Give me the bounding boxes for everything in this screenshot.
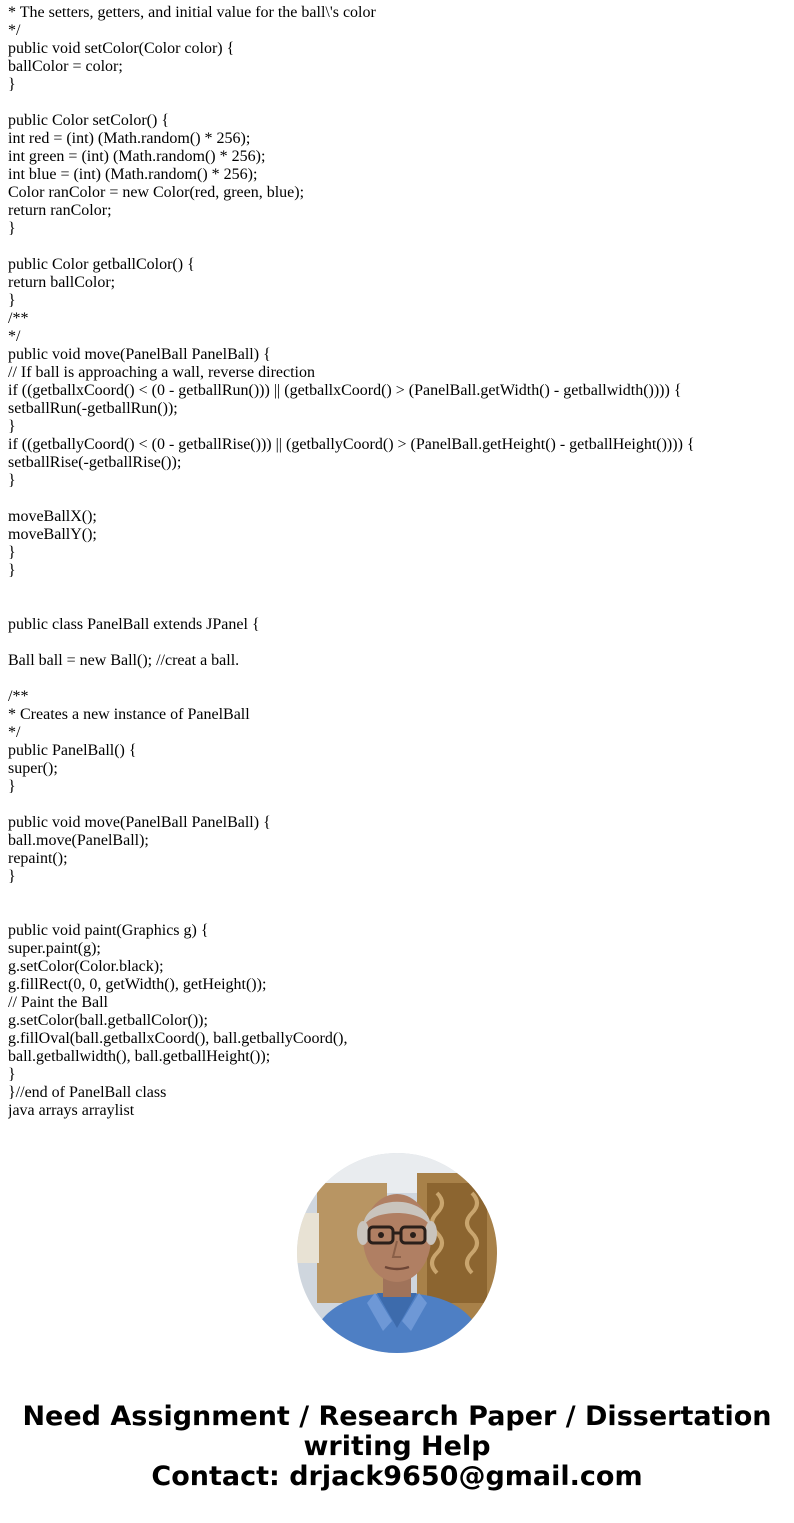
author-avatar — [297, 1153, 497, 1353]
code-line: Color ranColor = new Color(red, green, blue); — [8, 184, 305, 201]
code-line: // Paint the Ball — [8, 994, 108, 1011]
code-line: if ((getballxCoord() < (0 - getballRun())) || (getballxCoord() > (PanelBall.getWidth() - getballwidth()))) { — [8, 382, 682, 399]
code-line: g.setColor(ball.getballColor()); — [8, 1012, 208, 1029]
code-line: * The setters, getters, and initial value for the ball\'s color — [8, 4, 376, 21]
code-line: if ((getballyCoord() < (0 - getballRise())) || (getballyCoord() > (PanelBall.getHeight() - getballHeight()))) { — [8, 436, 695, 453]
code-listing — [8, 4, 788, 1120]
code-line: } — [8, 472, 16, 489]
code-line: public void move(PanelBall PanelBall) { — [8, 814, 271, 831]
person-photo-icon — [297, 1153, 497, 1353]
code-line: moveBallX(); — [8, 508, 97, 525]
code-line: } — [8, 562, 16, 579]
code-line: } — [8, 1066, 16, 1083]
code-line: */ — [8, 22, 21, 39]
code-line: public class PanelBall extends JPanel { — [8, 616, 260, 633]
code-line: g.setColor(Color.black); — [8, 958, 164, 975]
code-line: repaint(); — [8, 850, 68, 867]
code-line: } — [8, 418, 16, 435]
code-line: public PanelBall() { — [8, 742, 137, 759]
code-line: */ — [8, 724, 21, 741]
code-line: // If ball is approaching a wall, reverse direction — [8, 364, 315, 381]
code-line: } — [8, 220, 16, 237]
code-line: g.fillRect(0, 0, getWidth(), getHeight()); — [8, 976, 267, 993]
code-line: java arrays arraylist — [8, 1102, 135, 1119]
code-line: public void setColor(Color color) { — [8, 40, 235, 57]
code-line: public void paint(Graphics g) { — [8, 922, 209, 939]
code-line: super(); — [8, 760, 58, 777]
code-line: public Color getballColor() { — [8, 256, 195, 273]
code-line: /** — [8, 688, 29, 705]
code-line: */ — [8, 328, 21, 345]
code-line: } — [8, 544, 16, 561]
code-line: int red = (int) (Math.random() * 256); — [8, 130, 251, 147]
code-line: } — [8, 292, 16, 309]
code-line — [8, 670, 788, 688]
code-line — [8, 796, 788, 814]
code-line — [8, 886, 788, 904]
code-line: ballColor = color; — [8, 58, 123, 75]
code-line: g.fillOval(ball.getballxCoord(), ball.getballyCoord(), — [8, 1030, 348, 1047]
code-line: Ball ball = new Ball(); //creat a ball. — [8, 652, 240, 669]
code-line: return ballColor; — [8, 274, 116, 291]
promo-line-2: writing Help — [303, 1431, 491, 1462]
code-line: /** — [8, 310, 29, 327]
code-line: }//end of PanelBall class — [8, 1084, 167, 1101]
contact-promo — [0, 1402, 794, 1492]
code-line: moveBallY(); — [8, 526, 97, 543]
code-line: * Creates a new instance of PanelBall — [8, 706, 250, 723]
code-line — [8, 580, 788, 598]
code-line: public void move(PanelBall PanelBall) { — [8, 346, 271, 363]
promo-contact-line: Contact: drjack9650@gmail.com — [151, 1461, 643, 1492]
code-line — [8, 598, 788, 616]
code-line: ball.getballwidth(), ball.getballHeight()); — [8, 1048, 271, 1065]
code-line: } — [8, 76, 16, 93]
promo-line-1: Need Assignment / Research Paper / Dissertation — [22, 1401, 772, 1432]
code-line: int green = (int) (Math.random() * 256); — [8, 148, 266, 165]
code-line — [8, 94, 788, 112]
code-line: public Color setColor() { — [8, 112, 169, 129]
code-line: int blue = (int) (Math.random() * 256); — [8, 166, 258, 183]
code-line: super.paint(g); — [8, 940, 101, 957]
code-line: } — [8, 868, 16, 885]
code-line — [8, 238, 788, 256]
code-line: setballRise(-getballRise()); — [8, 454, 182, 471]
code-line — [8, 904, 788, 922]
code-line — [8, 490, 788, 508]
code-line: } — [8, 778, 16, 795]
code-line: ball.move(PanelBall); — [8, 832, 149, 849]
code-line: setballRun(-getballRun()); — [8, 400, 178, 417]
code-line: return ranColor; — [8, 202, 112, 219]
code-line — [8, 634, 788, 652]
